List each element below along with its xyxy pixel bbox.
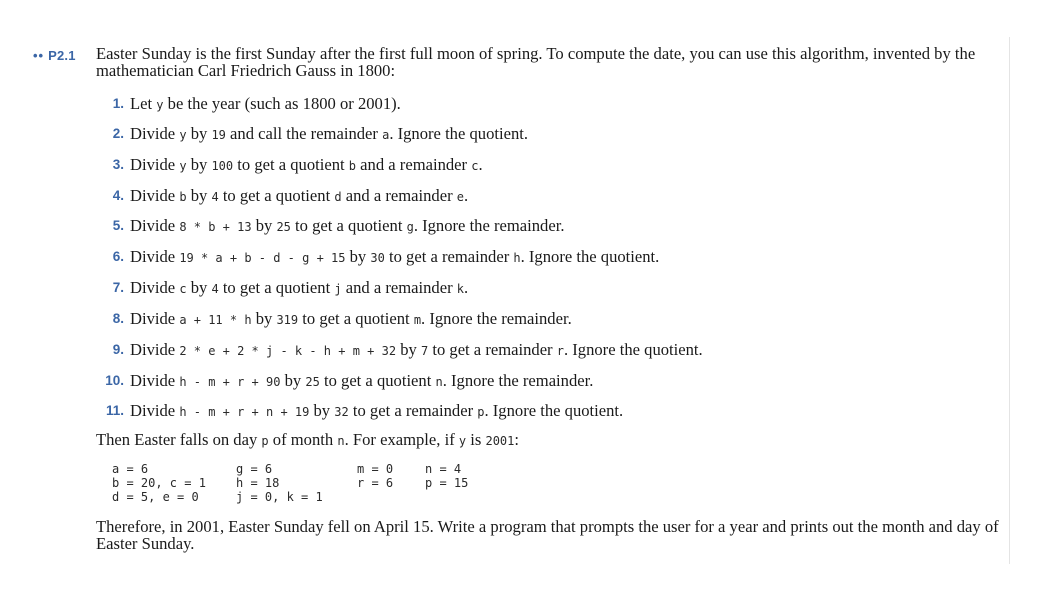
algorithm-step [0, 216, 1000, 236]
code-fragment: 2 * e + 2 * j - k - h + m + 32 [179, 344, 397, 358]
step-number: 9. [112, 342, 124, 357]
text-fragment: Divide [130, 247, 180, 266]
text-fragment: to get a remainder [348, 401, 478, 420]
text-fragment: Divide [130, 309, 180, 328]
step-number: 1. [112, 96, 124, 111]
algorithm-step [0, 94, 1000, 114]
step-text [130, 186, 468, 206]
step-number: 11. [105, 403, 124, 418]
code-fragment: 25 [276, 220, 291, 234]
text-fragment: Divide [130, 216, 180, 235]
text-fragment: to get a quotient [319, 371, 436, 390]
text-fragment: is [466, 430, 486, 449]
text-fragment: by [186, 186, 212, 205]
example-value: a = 6 [112, 462, 149, 476]
text-fragment: by [345, 247, 371, 266]
text-fragment: Divide [130, 401, 180, 420]
code-fragment: 2001 [485, 434, 515, 448]
text-fragment: . [478, 155, 483, 174]
code-fragment: c [471, 159, 479, 173]
code-fragment: e [456, 190, 464, 204]
code-fragment: 8 * b + 13 [179, 220, 252, 234]
text-fragment: by [186, 278, 212, 297]
text-fragment: Divide [130, 371, 180, 390]
text-fragment: Let [130, 94, 157, 113]
text-fragment: by [186, 124, 212, 143]
code-fragment: b [179, 190, 187, 204]
text-fragment: by [396, 340, 421, 359]
text-fragment: Divide [130, 278, 180, 297]
code-fragment: 7 [420, 344, 429, 358]
algorithm-step [0, 401, 1000, 421]
text-fragment: to get a remainder [384, 247, 514, 266]
text-fragment: by [309, 401, 335, 420]
text-fragment: . [464, 278, 469, 297]
step-text [130, 371, 593, 391]
text-fragment: Divide [130, 155, 180, 174]
step-text [130, 94, 401, 114]
text-fragment: by [186, 155, 212, 174]
text-fragment: and a remainder [341, 186, 457, 205]
exercise-intro: Easter Sunday is the first Sunday after the first full moon of spring. To compute the date, you can use this algorithm, invented by the mathematician Carl Friedrich Gauss in 1800: [96, 44, 976, 80]
text-fragment: be the year (such as 1800 or 2001). [163, 94, 401, 113]
step-number: 2. [112, 126, 124, 141]
step-number: 4. [112, 188, 124, 203]
code-fragment: a [382, 128, 390, 142]
code-fragment: h - m + r + 90 [179, 375, 281, 389]
algorithm-step [0, 309, 1000, 329]
example-value: d = 5, e = 0 [112, 490, 199, 504]
text-fragment: of month [268, 430, 338, 449]
algorithm-step [0, 124, 1000, 144]
algorithm-step [0, 247, 1000, 267]
text-fragment: Then Easter falls on day [96, 430, 262, 449]
text-fragment: to get a remainder [428, 340, 557, 359]
step-text [130, 340, 703, 360]
code-fragment: m [413, 313, 422, 327]
text-fragment: . For example, if [344, 430, 459, 449]
text-fragment: . [464, 186, 469, 205]
exercise-task: Therefore, in 2001, Easter Sunday fell on April 15. Write a program that prompts the user for a year and prints out the month and day of Easter Sunday. [96, 517, 999, 553]
text-fragment: and a remainder [341, 278, 457, 297]
margin-rule [1009, 37, 1010, 564]
step-text [130, 124, 528, 144]
step-text [130, 216, 564, 236]
text-fragment: by [251, 216, 277, 235]
example-value: r = 6 [357, 476, 394, 490]
step-number: 6. [112, 249, 124, 264]
text-fragment: to get a quotient [218, 278, 335, 297]
code-fragment: y [156, 98, 164, 112]
text-fragment: by [251, 309, 277, 328]
step-text [130, 278, 468, 298]
code-fragment: 19 * a + b - d - g + 15 [179, 251, 346, 265]
text-fragment: . Ignore the quotient. [563, 340, 703, 359]
algorithm-step [0, 340, 1000, 360]
example-value: j = 0, k = 1 [236, 490, 323, 504]
algorithm-step [0, 155, 1000, 175]
step-number: 7. [112, 280, 124, 295]
text-fragment: . Ignore the quotient. [520, 247, 660, 266]
algorithm-step [0, 186, 1000, 206]
code-fragment: p [261, 434, 269, 448]
code-fragment: n [435, 375, 443, 389]
code-fragment: c [179, 282, 187, 296]
exercise-label [33, 48, 76, 63]
code-fragment: p [477, 405, 485, 419]
text-fragment: to get a quotient [233, 155, 349, 174]
code-fragment: h [513, 251, 521, 265]
text-fragment: Divide [130, 340, 180, 359]
code-fragment: r [556, 344, 564, 358]
code-fragment: y [179, 159, 187, 173]
algorithm-step [0, 371, 1000, 391]
example-value: h = 18 [236, 476, 280, 490]
example-value: m = 0 [357, 462, 394, 476]
text-fragment: to get a quotient [290, 216, 407, 235]
text-fragment: . Ignore the remainder. [442, 371, 594, 390]
text-fragment: : [514, 430, 520, 449]
step-number: 10. [105, 373, 124, 388]
example-value: n = 4 [425, 462, 462, 476]
code-fragment: y [458, 434, 467, 448]
text-fragment: . Ignore the quotient. [389, 124, 529, 143]
example-value: p = 15 [425, 476, 469, 490]
text-fragment: Divide [130, 186, 180, 205]
code-fragment: 319 [276, 313, 299, 327]
text-fragment: Divide [130, 124, 180, 143]
code-fragment: h - m + r + n + 19 [179, 405, 310, 419]
text-fragment: . Ignore the remainder. [413, 216, 565, 235]
algorithm-step [0, 278, 1000, 298]
step-text [130, 309, 572, 329]
example-value: g = 6 [236, 462, 273, 476]
text-fragment: to get a quotient [218, 186, 335, 205]
code-fragment: 4 [211, 282, 219, 296]
code-fragment: 30 [370, 251, 385, 265]
exercise-id: P2.1 [48, 48, 76, 63]
code-fragment: 4 [211, 190, 219, 204]
text-fragment: and call the remainder [225, 124, 383, 143]
text-fragment: . Ignore the quotient. [484, 401, 624, 420]
code-fragment: g [406, 220, 414, 234]
text-fragment: and a remainder [356, 155, 472, 174]
step-text [130, 401, 623, 421]
code-fragment: n [337, 434, 345, 448]
code-fragment: y [179, 128, 187, 142]
code-fragment: b [348, 159, 357, 173]
text-fragment: to get a quotient [298, 309, 414, 328]
example-sentence [96, 430, 519, 450]
difficulty-dots: •• [33, 48, 45, 63]
code-fragment: k [456, 282, 464, 296]
code-fragment: 100 [211, 159, 234, 173]
code-fragment: a + 11 * h [179, 313, 252, 327]
step-number: 5. [112, 218, 124, 233]
step-number: 8. [112, 311, 124, 326]
step-number: 3. [112, 157, 124, 172]
code-fragment: 32 [334, 405, 349, 419]
code-fragment: 19 [211, 128, 226, 142]
code-fragment: d [334, 190, 342, 204]
step-text [130, 155, 483, 175]
text-fragment: . Ignore the remainder. [421, 309, 572, 328]
text-fragment: by [280, 371, 306, 390]
step-text [130, 247, 659, 267]
code-fragment: j [334, 282, 342, 296]
code-fragment: 25 [305, 375, 320, 389]
example-value: b = 20, c = 1 [112, 476, 206, 490]
